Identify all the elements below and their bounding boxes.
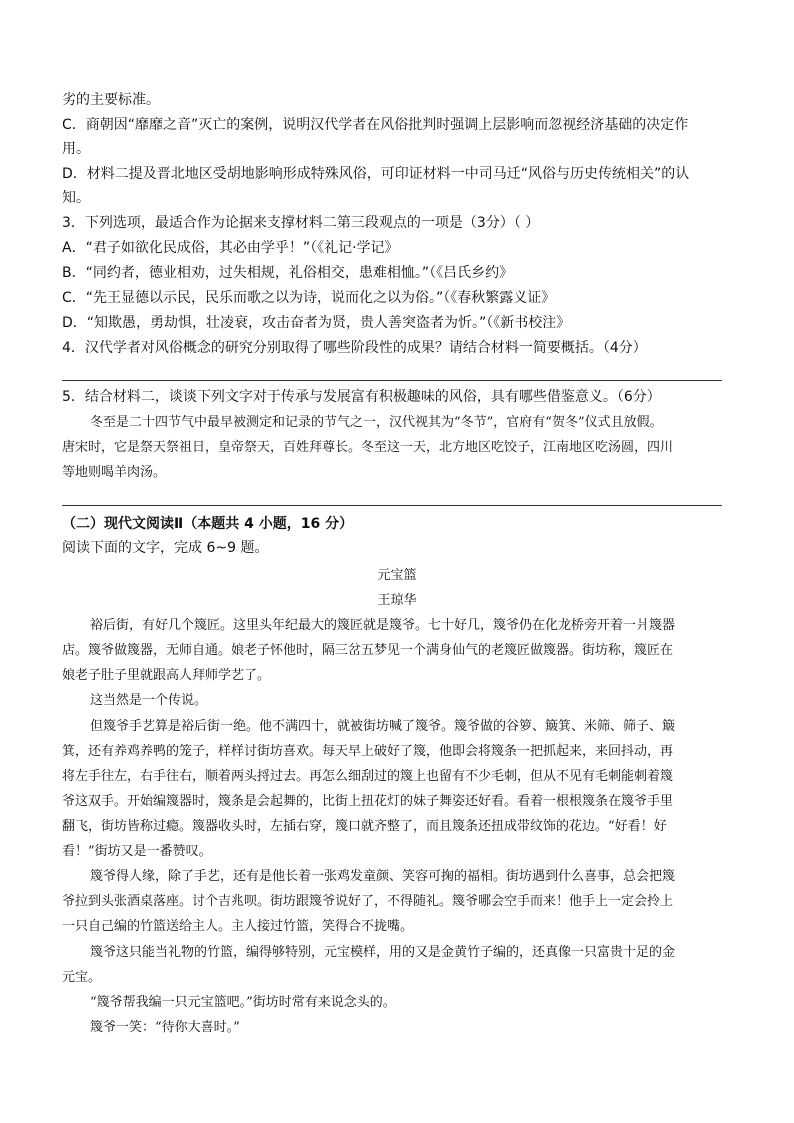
section-heading: （二）现代文阅读Ⅱ（本题共 4 小题，16 分） xyxy=(62,516,354,532)
story-paragraph-line: 但篾爷手艺算是裕后街一绝。他不满四十，就被街坊喊了篾爷。篾爷做的谷箩、簸箕、米筛、筛子、簸 xyxy=(90,719,676,734)
option-c-line2: 用。 xyxy=(62,141,90,157)
story-paragraph-line: 爷拉到头张酒桌落座。讨个吉兆呗。街坊跟篾爷说好了，不得随礼。篾爷哪会空手而来！他手上一定会拎上 xyxy=(62,894,674,909)
story-paragraph-line: 篾爷一笑：“待你大喜时。” xyxy=(90,1020,240,1035)
option-d-line2: 知。 xyxy=(62,190,90,206)
story-paragraph-line: 爷这双手。开始编篾器时，篾条是会起舞的，比街上扭花灯的妹子舞姿还好看。看着一根根篾条在篾爷手里 xyxy=(62,794,674,809)
option-d-line1: D．材料二提及晋北地区受胡地影响形成特殊风俗，可印证材料一中司马迁“风俗与历史传统相关”的认 xyxy=(62,166,690,182)
section-instruction: 阅读下面的文字，完成 6~9 题。 xyxy=(62,540,269,556)
story-paragraph-line: 篾爷得人缘，除了手艺，还有是他长着一张鸡发童颜、笑容可掬的福相。街坊遇到什么喜事，总会把篾 xyxy=(90,869,676,884)
story-paragraph-line: 看！”街坊又是一番赞叹。 xyxy=(62,844,212,859)
question-3-option-c: C．“先王显德以示民，民乐而歌之以为诗，说而化之以为俗。”（《春秋繁露义证》 xyxy=(62,290,556,306)
story-paragraph-line: 店。篾爷做篾器，无师自通。娘老子怀他时，隔三岔五梦见一个满身仙气的老篾匠做篾器。街坊称，篾匠在 xyxy=(62,643,674,658)
question-3-stem: 3．下列选项，最适合作为论据来支撑材料二第三段观点的一项是（3分）（ ） xyxy=(62,215,540,231)
question-4-stem: 4．汉代学者对风俗概念的研究分别取得了哪些阶段性的成果？请结合材料一简要概括。（4分） xyxy=(62,340,647,356)
story-author: 王琼华 xyxy=(377,593,417,608)
story-paragraph-line: 元宝。 xyxy=(62,970,102,985)
divider-line xyxy=(62,380,722,381)
question-3-option-b: B．“同约者，德业相劝，过失相规，礼俗相交，患难相恤。”（《吕氏乡约》 xyxy=(62,265,514,281)
story-paragraph-line: 这当然是一个传说。 xyxy=(90,693,208,708)
option-b-tail: 劣的主要标准。 xyxy=(62,92,160,108)
question-5-passage-line: 唐宋时，它是祭天祭祖日，皇帝祭天，百姓拜尊长。冬至这一天，北方地区吃饺子，江南地区吃汤圆，四川 xyxy=(62,440,674,455)
story-paragraph-line: 将左手往左，右手往右，顺着两头捋过去。再怎么细刮过的篾上也留有不少毛刺，但从不见有毛刺能刺着篾 xyxy=(62,769,674,784)
story-paragraph-line: 箕，还有养鸡养鸭的笼子，样样讨街坊喜欢。每天早上破好了篾，他即会将篾条一把抓起来，来回抖动，再 xyxy=(62,744,674,759)
question-3-option-a: A．“君子如欲化民成俗，其必由学乎！”（《礼记·学记》 xyxy=(62,240,399,256)
question-5-stem: 5．结合材料二，谈谈下列文字对于传承与发展富有积极趣味的风俗，具有哪些借鉴意义。（6分） xyxy=(62,389,661,405)
divider-line xyxy=(62,505,722,506)
story-paragraph-line: 裕后街，有好几个篾匠。这里头年纪最大的篾匠就是篾爷。七十好几，篾爷仍在化龙桥旁开着一爿篾器 xyxy=(90,618,676,633)
story-title: 元宝篮 xyxy=(377,568,417,583)
story-paragraph-line: “篾爷帮我编一只元宝篮吧。”街坊时常有来说念头的。 xyxy=(90,995,396,1010)
question-5-passage-line: 冬至是二十四节气中最早被测定和记录的节气之一，汉代视其为“冬节”，官府有“贺冬”仪式且放假。 xyxy=(90,415,663,430)
story-paragraph-line: 篾爷这只能当礼物的竹篮，编得够特别，元宝模样，用的又是金黄竹子编的，还真像一只富贵十足的金 xyxy=(90,945,676,960)
question-5-passage-line: 等地则喝羊肉汤。 xyxy=(62,465,167,480)
story-paragraph-line: 翻飞，街坊皆称过瘾。篾器收头时，左插右穿，篾口就齐整了，而且篾条还扭成带纹饰的花边。“好看！好 xyxy=(62,819,667,834)
option-c-line1: C．商朝因“靡靡之音”灭亡的案例，说明汉代学者在风俗批判时强调上层影响而忽视经济基础的决定作 xyxy=(62,117,689,133)
story-paragraph-line: 一只自己编的竹篮送给主人。主人接过竹篮，笑得合不拢嘴。 xyxy=(62,919,414,934)
question-3-option-d: D．“知欺愚，勇劫惧，壮凌衰，攻击奋者为贤，贵人善突盗者为忻。”（《新书校注》 xyxy=(62,315,571,331)
story-paragraph-line: 娘老子肚子里就跟高人拜师学艺了。 xyxy=(62,668,271,683)
